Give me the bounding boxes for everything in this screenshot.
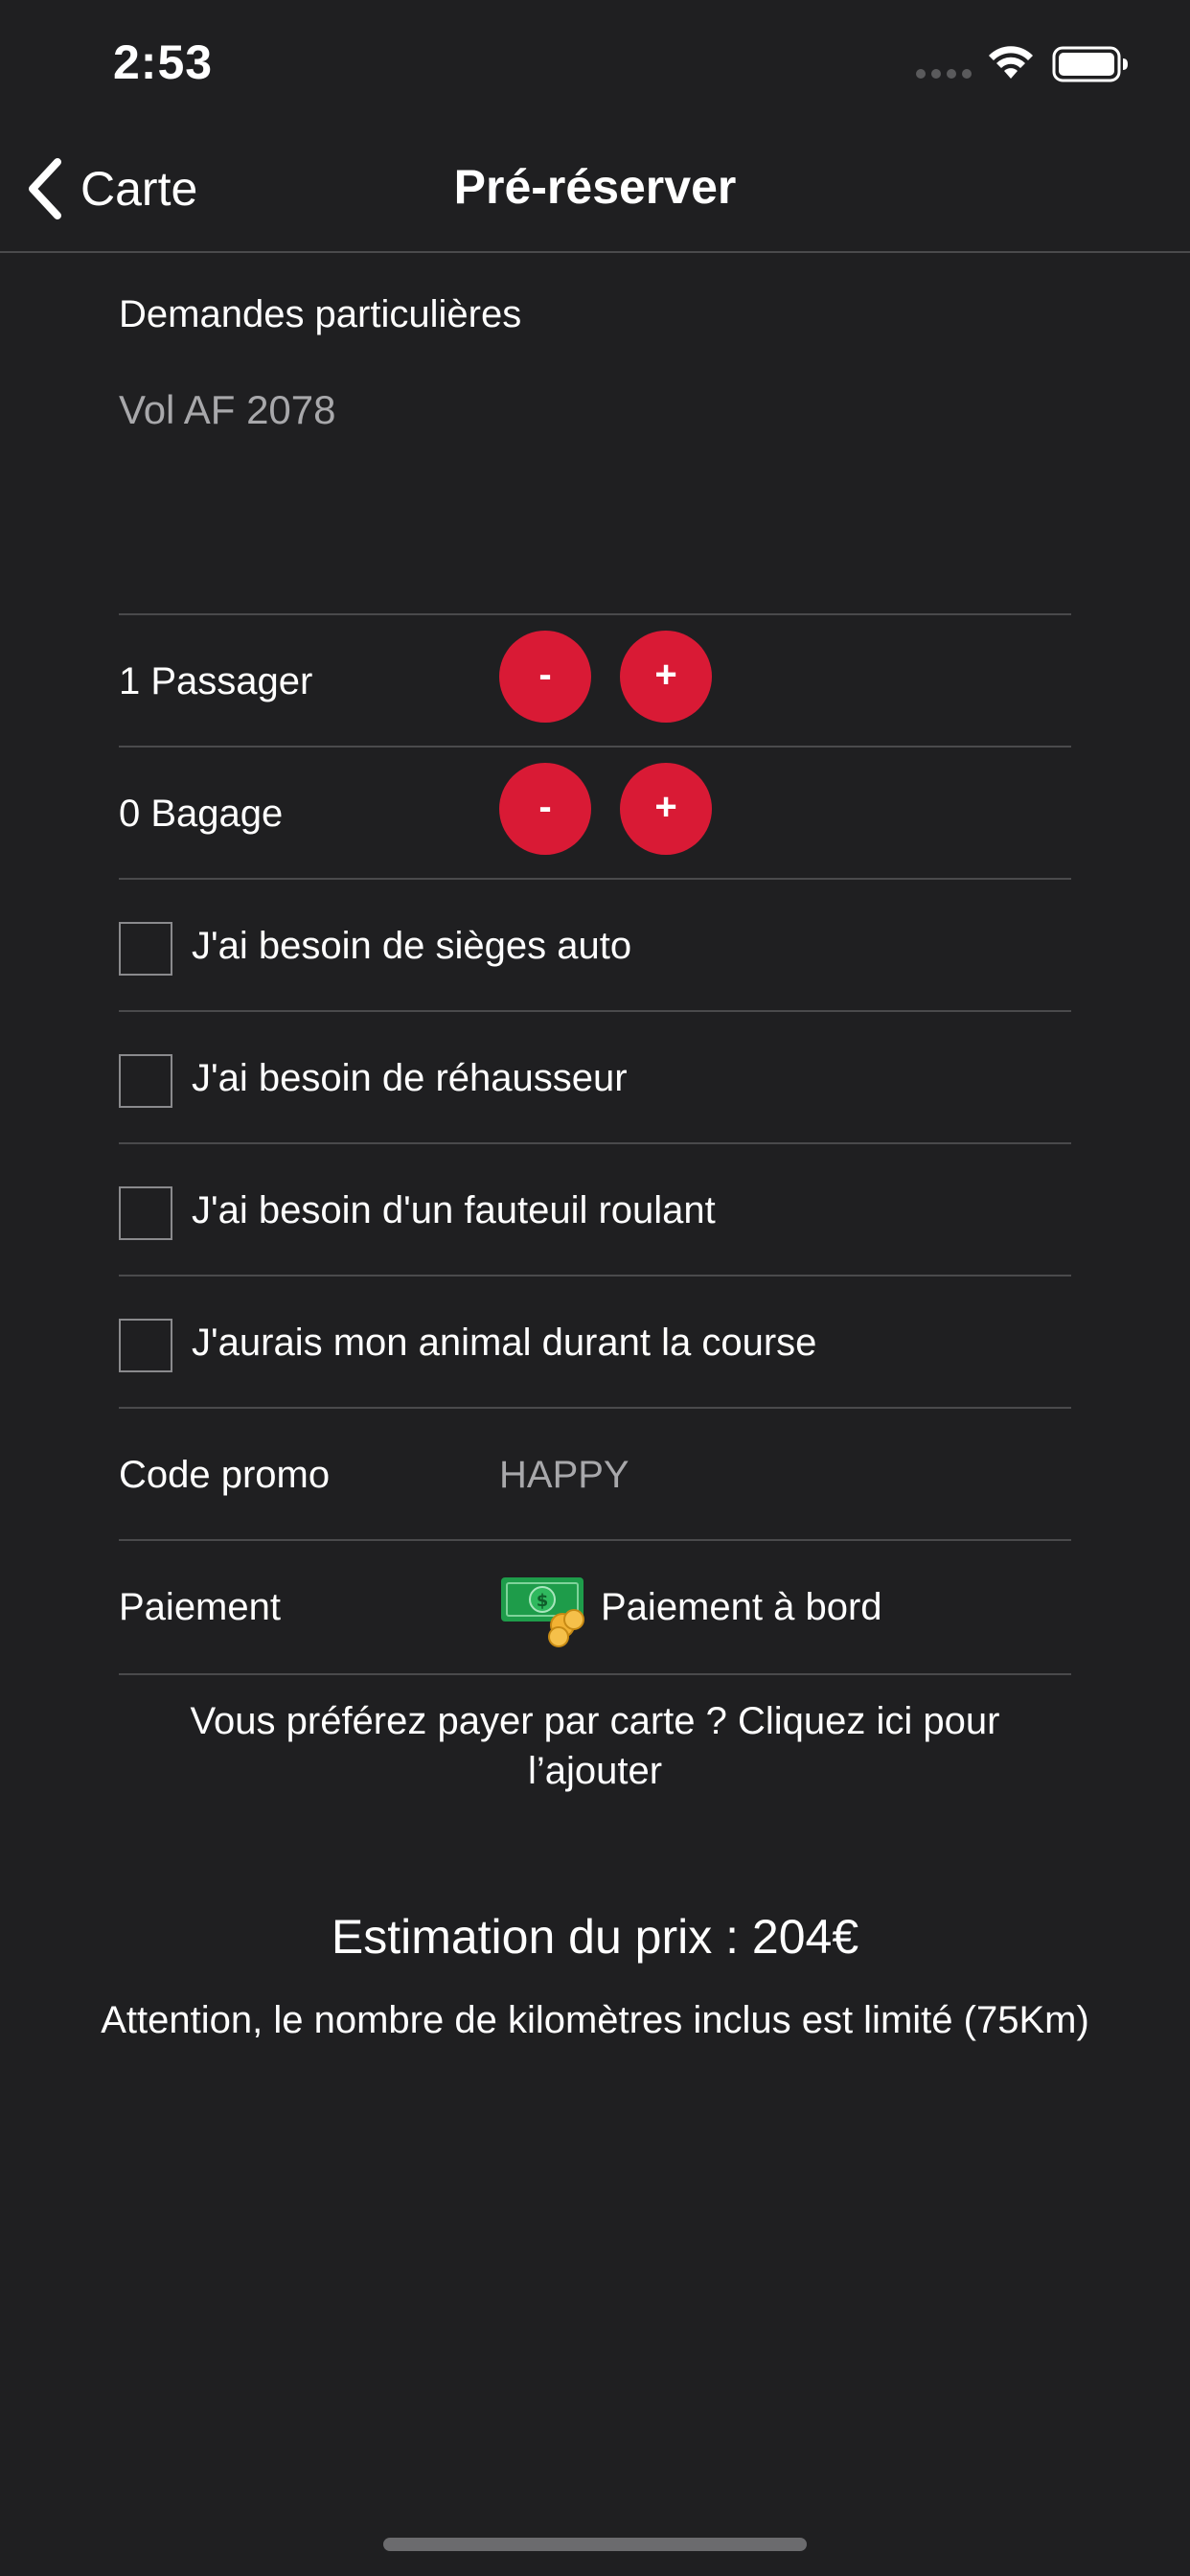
luggage-count-label: 0 Bagage bbox=[119, 793, 284, 835]
cellular-signal-icon bbox=[916, 69, 972, 79]
booster-checkbox[interactable] bbox=[119, 1054, 172, 1108]
promo-code-input[interactable]: HAPPY bbox=[499, 1454, 629, 1496]
page-title: Pré-réserver bbox=[453, 160, 737, 214]
add-card-link-line1: Vous préférez payer par carte ? Cliquez ici pour bbox=[190, 1700, 1000, 1742]
passengers-count-label: 1 Passager bbox=[119, 660, 313, 702]
passengers-minus-button[interactable]: - bbox=[499, 631, 591, 723]
payment-row[interactable] bbox=[119, 1539, 1071, 1675]
special-requests-input[interactable]: Vol AF 2078 bbox=[119, 387, 336, 432]
luggage-plus-button[interactable]: + bbox=[620, 763, 712, 855]
option-wheelchair-row[interactable] bbox=[119, 1142, 1071, 1276]
battery-icon bbox=[1052, 46, 1129, 82]
pet-label: J'aurais mon animal durant la course bbox=[192, 1322, 817, 1364]
promo-code-row bbox=[119, 1407, 1071, 1541]
passengers-plus-button[interactable]: + bbox=[620, 631, 712, 723]
wifi-icon bbox=[987, 42, 1035, 80]
luggage-row bbox=[119, 746, 1071, 880]
option-car-seats-row[interactable] bbox=[119, 878, 1071, 1012]
car-seats-checkbox[interactable] bbox=[119, 922, 172, 976]
booster-label: J'ai besoin de réhausseur bbox=[192, 1057, 628, 1099]
luggage-minus-button[interactable]: - bbox=[499, 763, 591, 855]
back-label: Carte bbox=[80, 162, 198, 216]
car-seats-label: J'ai besoin de sièges auto bbox=[192, 925, 632, 967]
navigation-bar bbox=[0, 126, 1190, 253]
payment-label: Paiement bbox=[119, 1586, 281, 1628]
passengers-row bbox=[119, 613, 1071, 748]
status-time: 2:53 bbox=[113, 35, 214, 89]
home-indicator[interactable] bbox=[383, 2538, 807, 2551]
price-estimate: Estimation du prix : 204€ bbox=[331, 1910, 859, 1964]
payment-method-value: Paiement à bord bbox=[601, 1586, 882, 1628]
add-card-link[interactable] bbox=[38, 1696, 1152, 1796]
svg-text:$: $ bbox=[536, 1591, 549, 1611]
special-requests-label: Demandes particulières bbox=[119, 293, 522, 335]
add-card-link-line2: l’ajouter bbox=[527, 1750, 663, 1792]
option-booster-row[interactable] bbox=[119, 1010, 1071, 1144]
status-bar bbox=[0, 0, 1190, 126]
cash-money-icon bbox=[499, 1572, 587, 1648]
km-limit-warning: Attention, le nombre de kilomètres inclus est limité (75Km) bbox=[101, 1999, 1089, 2041]
promo-code-label: Code promo bbox=[119, 1454, 331, 1496]
wheelchair-label: J'ai besoin d'un fauteuil roulant bbox=[192, 1189, 716, 1231]
wheelchair-checkbox[interactable] bbox=[119, 1186, 172, 1240]
option-pet-row[interactable] bbox=[119, 1275, 1071, 1409]
pet-checkbox[interactable] bbox=[119, 1319, 172, 1372]
